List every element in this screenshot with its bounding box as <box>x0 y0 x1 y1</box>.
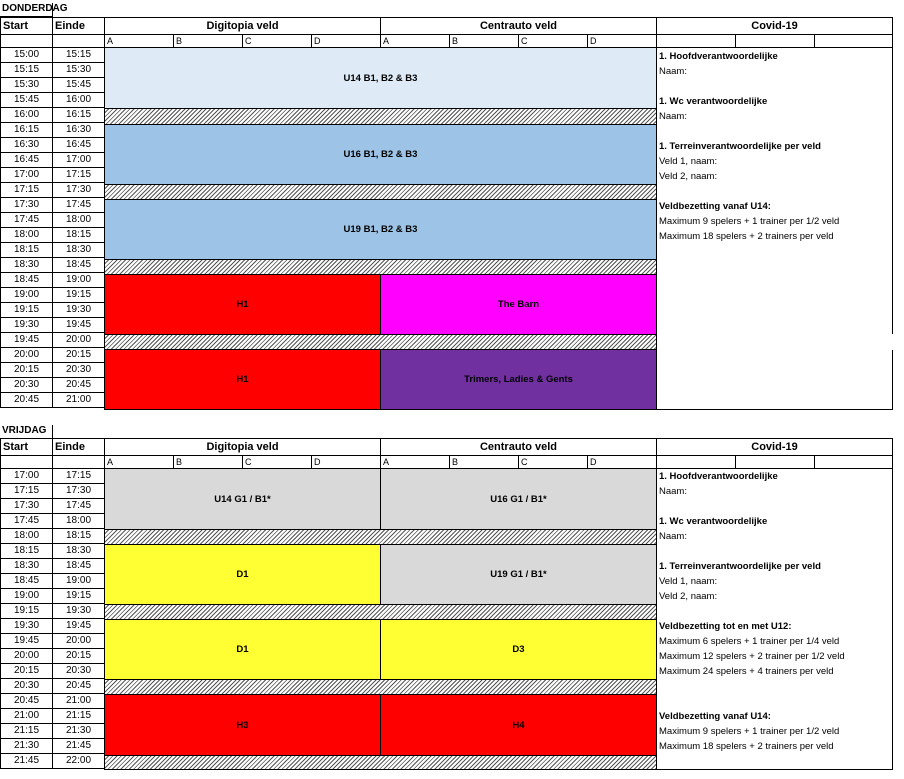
time-end-cell: 21:45 <box>52 738 105 754</box>
time-end-cell: 18:00 <box>52 513 105 529</box>
changeover-hatch <box>104 334 657 350</box>
time-end-cell: 17:00 <box>52 152 105 168</box>
time-start-cell: 21:30 <box>0 738 53 754</box>
header-end: Einde <box>52 438 105 456</box>
covid-wc: 1. Wc verantwoordelijke <box>659 96 768 107</box>
time-end-cell: 19:30 <box>52 603 105 619</box>
subcol-c: C <box>518 455 588 469</box>
time-end-cell: 18:15 <box>52 528 105 544</box>
time-end-cell: 21:30 <box>52 723 105 739</box>
header-start: Start <box>0 438 53 456</box>
covid-bezetting: Veldbezetting vanaf U14: <box>659 201 771 212</box>
covid-bezetting-u12: Veldbezetting tot en met U12: <box>659 621 792 632</box>
time-start-cell: 19:45 <box>0 332 53 348</box>
subcol-a: A <box>104 455 174 469</box>
time-start-cell: 18:45 <box>0 272 53 288</box>
training-block: H1 <box>104 274 381 335</box>
time-end-cell: 16:30 <box>52 122 105 138</box>
time-end-cell: 17:30 <box>52 483 105 499</box>
time-start-cell: 20:00 <box>0 648 53 664</box>
time-start-cell: 18:00 <box>0 227 53 243</box>
covid-max: Maximum 18 spelers + 2 trainers per veld <box>659 231 834 242</box>
subcol-a: A <box>380 34 450 48</box>
time-end-cell: 19:00 <box>52 272 105 288</box>
subheader-empty <box>735 34 815 48</box>
day-label: DONDERDAG <box>0 3 53 17</box>
time-end-cell: 16:45 <box>52 137 105 153</box>
time-start-cell: 21:45 <box>0 753 53 769</box>
time-end-cell: 20:45 <box>52 678 105 694</box>
subheader-empty <box>52 455 105 469</box>
time-end-cell: 20:30 <box>52 663 105 679</box>
header-end: Einde <box>52 17 105 35</box>
header-field-centrauto: Centrauto veld <box>380 438 657 456</box>
time-start-cell: 18:00 <box>0 528 53 544</box>
subcol-b: B <box>449 455 519 469</box>
time-start-cell: 17:00 <box>0 468 53 484</box>
training-block: H1 <box>104 349 381 410</box>
time-start-cell: 20:15 <box>0 663 53 679</box>
time-end-cell: 16:00 <box>52 92 105 108</box>
time-end-cell: 18:15 <box>52 227 105 243</box>
time-end-cell: 20:00 <box>52 332 105 348</box>
changeover-hatch <box>104 755 657 770</box>
time-start-cell: 17:30 <box>0 498 53 514</box>
time-start-cell: 16:30 <box>0 137 53 153</box>
training-block: U19 G1 / B1* <box>380 544 657 605</box>
time-end-cell: 16:15 <box>52 107 105 123</box>
changeover-hatch <box>104 259 657 275</box>
covid-hoofd: 1. Hoofdverantwoordelijke <box>659 51 778 62</box>
covid-veld2: Veld 2, naam: <box>659 591 718 602</box>
covid-max: Maximum 6 spelers + 1 trainer per 1/4 veld <box>659 636 840 647</box>
time-end-cell: 15:30 <box>52 62 105 78</box>
time-end-cell: 15:15 <box>52 47 105 63</box>
header-start: Start <box>0 17 53 35</box>
time-start-cell: 19:30 <box>0 317 53 333</box>
header-field-digitopia: Digitopia veld <box>104 17 381 35</box>
subcol-d: D <box>311 455 381 469</box>
covid-max: Maximum 18 spelers + 2 trainers per veld <box>659 741 834 752</box>
covid-terrein: 1. Terreinverantwoordelijke per veld <box>659 141 821 152</box>
time-start-cell: 15:15 <box>0 62 53 78</box>
time-start-cell: 21:15 <box>0 723 53 739</box>
time-end-cell: 20:15 <box>52 347 105 363</box>
covid-hoofd-naam: Naam: <box>659 66 687 77</box>
training-block: U16 G1 / B1* <box>380 468 657 530</box>
training-block: D3 <box>380 619 657 680</box>
subheader-empty <box>735 455 815 469</box>
time-end-cell: 17:15 <box>52 167 105 183</box>
time-end-cell: 20:15 <box>52 648 105 664</box>
subheader-empty <box>656 455 736 469</box>
covid-terrein: 1. Terreinverantwoordelijke per veld <box>659 561 821 572</box>
time-start-cell: 16:45 <box>0 152 53 168</box>
time-end-cell: 17:45 <box>52 498 105 514</box>
time-start-cell: 20:30 <box>0 377 53 393</box>
time-start-cell: 15:30 <box>0 77 53 93</box>
time-start-cell: 18:45 <box>0 573 53 589</box>
time-start-cell: 16:15 <box>0 122 53 138</box>
header-covid: Covid-19 <box>656 438 893 456</box>
time-end-cell: 21:15 <box>52 708 105 724</box>
time-start-cell: 19:30 <box>0 618 53 634</box>
time-start-cell: 18:15 <box>0 242 53 258</box>
border-gap <box>892 334 894 350</box>
time-start-cell: 19:15 <box>0 302 53 318</box>
changeover-hatch <box>104 108 657 125</box>
subcol-a: A <box>104 34 174 48</box>
subcol-c: C <box>242 34 312 48</box>
covid-hoofd: 1. Hoofdverantwoordelijke <box>659 471 778 482</box>
time-start-cell: 18:30 <box>0 558 53 574</box>
time-start-cell: 15:45 <box>0 92 53 108</box>
training-block: D1 <box>104 544 381 605</box>
header-field-centrauto: Centrauto veld <box>380 17 657 35</box>
time-end-cell: 17:15 <box>52 468 105 484</box>
time-end-cell: 19:30 <box>52 302 105 318</box>
time-start-cell: 20:45 <box>0 392 53 408</box>
covid-veld2: Veld 2, naam: <box>659 171 718 182</box>
time-end-cell: 17:45 <box>52 197 105 213</box>
time-end-cell: 20:30 <box>52 362 105 378</box>
subheader-empty <box>814 34 893 48</box>
training-block: H4 <box>380 694 657 756</box>
time-end-cell: 18:00 <box>52 212 105 228</box>
training-block: D1 <box>104 619 381 680</box>
subcol-c: C <box>518 34 588 48</box>
training-block: Trimers, Ladies & Gents <box>380 349 657 410</box>
subheader-empty <box>814 455 893 469</box>
time-start-cell: 19:15 <box>0 603 53 619</box>
time-end-cell: 18:30 <box>52 242 105 258</box>
subcol-d: D <box>587 34 657 48</box>
time-start-cell: 20:00 <box>0 347 53 363</box>
changeover-hatch <box>104 604 657 620</box>
time-end-cell: 21:00 <box>52 693 105 709</box>
changeover-hatch <box>104 184 657 200</box>
time-start-cell: 15:00 <box>0 47 53 63</box>
time-end-cell: 20:45 <box>52 377 105 393</box>
time-end-cell: 18:45 <box>52 558 105 574</box>
covid-wc-naam: Naam: <box>659 111 687 122</box>
changeover-hatch <box>104 679 657 695</box>
day-label: VRIJDAG <box>0 425 53 439</box>
training-block: U16 B1, B2 & B3 <box>104 124 657 185</box>
subcol-b: B <box>449 34 519 48</box>
covid-max: Maximum 9 spelers + 1 trainer per 1/2 veld <box>659 726 840 737</box>
covid-max: Maximum 12 spelers + 2 trainer per 1/2 veld <box>659 651 845 662</box>
covid-max: Maximum 9 spelers + 1 trainer per 1/2 veld <box>659 216 840 227</box>
time-start-cell: 17:45 <box>0 212 53 228</box>
subheader-empty <box>0 455 53 469</box>
header-covid: Covid-19 <box>656 17 893 35</box>
time-end-cell: 19:45 <box>52 317 105 333</box>
time-start-cell: 20:30 <box>0 678 53 694</box>
time-end-cell: 19:45 <box>52 618 105 634</box>
time-start-cell: 17:45 <box>0 513 53 529</box>
subheader-empty <box>52 34 105 48</box>
time-start-cell: 19:00 <box>0 287 53 303</box>
subheader-empty <box>656 34 736 48</box>
time-end-cell: 20:00 <box>52 633 105 649</box>
subcol-b: B <box>173 455 243 469</box>
header-field-digitopia: Digitopia veld <box>104 438 381 456</box>
covid-wc: 1. Wc verantwoordelijke <box>659 516 768 527</box>
time-start-cell: 21:00 <box>0 708 53 724</box>
subcol-a: A <box>380 455 450 469</box>
time-start-cell: 17:30 <box>0 197 53 213</box>
subcol-b: B <box>173 34 243 48</box>
time-start-cell: 17:00 <box>0 167 53 183</box>
training-block: H3 <box>104 694 381 756</box>
training-block: U19 B1, B2 & B3 <box>104 199 657 260</box>
time-end-cell: 18:30 <box>52 543 105 559</box>
time-start-cell: 19:45 <box>0 633 53 649</box>
time-end-cell: 19:15 <box>52 588 105 604</box>
time-end-cell: 18:45 <box>52 257 105 273</box>
time-end-cell: 15:45 <box>52 77 105 93</box>
time-start-cell: 18:15 <box>0 543 53 559</box>
covid-bezetting-u14: Veldbezetting vanaf U14: <box>659 711 771 722</box>
covid-veld1: Veld 1, naam: <box>659 576 718 587</box>
subcol-d: D <box>587 455 657 469</box>
covid-max: Maximum 24 spelers + 4 trainers per veld <box>659 666 834 677</box>
time-start-cell: 16:00 <box>0 107 53 123</box>
time-end-cell: 22:00 <box>52 753 105 769</box>
time-end-cell: 19:00 <box>52 573 105 589</box>
subcol-d: D <box>311 34 381 48</box>
time-start-cell: 20:15 <box>0 362 53 378</box>
time-start-cell: 18:30 <box>0 257 53 273</box>
time-start-cell: 17:15 <box>0 182 53 198</box>
subheader-empty <box>0 34 53 48</box>
changeover-hatch <box>104 529 657 545</box>
training-block: The Barn <box>380 274 657 335</box>
time-end-cell: 17:30 <box>52 182 105 198</box>
time-end-cell: 21:00 <box>52 392 105 408</box>
training-block: U14 B1, B2 & B3 <box>104 47 657 109</box>
covid-veld1: Veld 1, naam: <box>659 156 718 167</box>
time-end-cell: 19:15 <box>52 287 105 303</box>
time-start-cell: 20:45 <box>0 693 53 709</box>
covid-hoofd-naam: Naam: <box>659 486 687 497</box>
covid-wc-naam: Naam: <box>659 531 687 542</box>
time-start-cell: 17:15 <box>0 483 53 499</box>
time-start-cell: 19:00 <box>0 588 53 604</box>
subcol-c: C <box>242 455 312 469</box>
training-block: U14 G1 / B1* <box>104 468 381 530</box>
